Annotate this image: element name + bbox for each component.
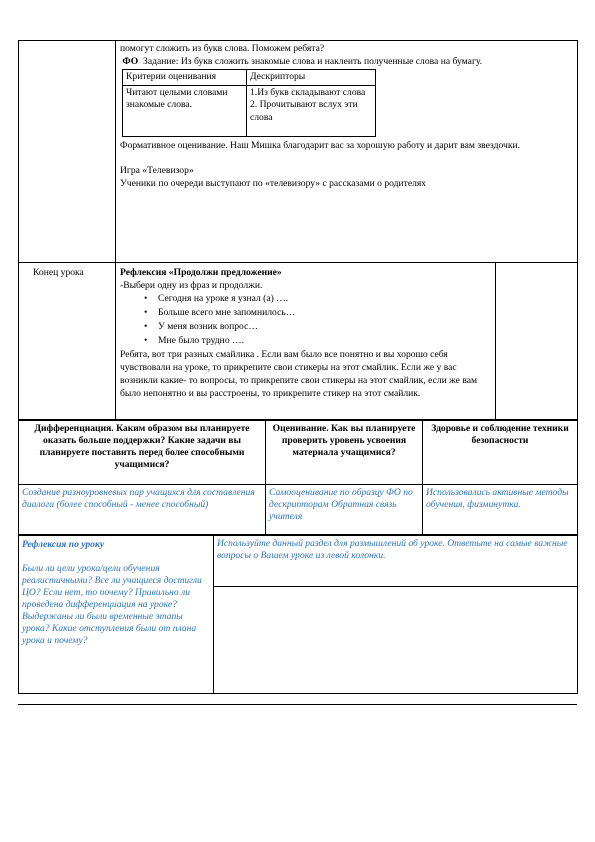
reflection-questions-cell — [19, 536, 214, 694]
activity-row — [19, 41, 578, 263]
reflection-intro: -Выбери одну из фраз и продолжи. — [120, 280, 263, 291]
fo-label: ФО — [122, 56, 139, 67]
criteria-table — [122, 69, 376, 137]
health-safety-answer: Использовались активные методы обучения, физминутка. — [423, 485, 578, 535]
list-item: • Сегодня на уроке я узнал (а) …. — [158, 292, 491, 306]
assessment-header: Оценивание. Как вы планируете проверить уровень усвоения материала учащимися? — [266, 421, 423, 485]
reflection-questions: Были ли цели урока/цели обучения реалистичными? Все ли учащиеся достигли ЦО? Если нет, то почему? Правильно ли проведена дифференциация на уроке? Выдержаны ли были временные этапы урока? Какие отступления были от плана урока и почему? — [22, 563, 202, 646]
health-safety-header: Здоровье и соблюдение техники безопасности — [423, 421, 578, 485]
reflection-notes-cell[interactable] — [214, 586, 578, 693]
reflection-activity-cell — [116, 263, 496, 420]
lesson-stages-table — [18, 40, 578, 420]
descriptors-header: Дескрипторы — [247, 70, 376, 86]
task-paragraph — [120, 55, 567, 68]
end-of-lesson-row — [19, 263, 578, 420]
game-text: Ученики по очереди выступают по «телевизору» с рассказами о родителях — [120, 177, 427, 189]
formative-assessment-text: Формативное оценивание. Наш Мишка благодарит вас за хорошую работу и дарит вам звездочки. — [120, 139, 521, 151]
differentiation-table — [18, 420, 578, 535]
list-item: • Больше всего мне запомнилось… — [158, 306, 491, 320]
differentiation-answer: Создание разноуровневых пар учащихся для составления диалога (более способный - менее способный) — [19, 485, 266, 535]
reflection-bullet-list — [120, 292, 491, 348]
task-text: Задание: Из букв сложить знакомые слова и наклеить полученные слова на бумагу. — [143, 56, 483, 67]
intro-line: помогут сложить из букв слова. Поможем ребята? — [120, 43, 325, 54]
stage-cell-empty — [19, 41, 116, 263]
activity-cell — [116, 41, 578, 263]
descriptors-cell — [247, 85, 376, 136]
stage-label: Конец урока — [33, 267, 84, 278]
criterion-cell: Читают целыми словами знакомые слова. — [123, 85, 247, 136]
reflection-instruction: Используйте данный раздел для размышлений об уроке. Ответьте на самые важные вопросы о Вашем уроке из левой колонки. — [214, 536, 578, 587]
reflection-row — [19, 536, 578, 587]
smiley-paragraph: Ребята, вот три разных смайлика . Если вам было все понятно и вы хорошо себя чувствовали на уроке, то прикрепите свои стикеры на этот смайлик. Если же у вас возникли какие- то вопросы, то прикрепите свои стикеры на этот смайлик, если же вам было непонятно и вы расстроены, то прикрепите стикер на этот смайлик. — [120, 349, 478, 399]
criteria-header: Критерии оценивания — [123, 70, 247, 86]
lesson-plan-page — [18, 40, 577, 705]
list-item: • У меня возник вопрос… — [158, 320, 491, 334]
descriptor-item: 1.Из букв складывают слова — [250, 86, 366, 98]
reflection-title: Рефлексия «Продолжи предложение» — [120, 267, 282, 278]
resources-cell-empty — [496, 263, 578, 420]
list-item: • Мне было трудно …. — [158, 334, 491, 348]
stage-cell — [19, 263, 116, 420]
descriptor-item: 2. Прочитывают вслух эти слова — [250, 99, 358, 123]
assessment-answer: Самооценивание по образцу ФО по дескрипторам Обратная связь учителя — [266, 485, 423, 535]
game-title: Игра «Телевизор» — [120, 164, 194, 176]
differentiation-answer-row — [19, 485, 578, 535]
reflection-section-title: Рефлексия по уроку — [22, 539, 105, 550]
reflection-table — [18, 535, 578, 694]
differentiation-header-row — [19, 421, 578, 485]
differentiation-header: Дифференциация. Каким образом вы планируете оказать больше поддержки? Какие задачи вы планируете поставить перед более способными учащимися? — [19, 421, 266, 485]
bottom-rule — [18, 704, 577, 705]
